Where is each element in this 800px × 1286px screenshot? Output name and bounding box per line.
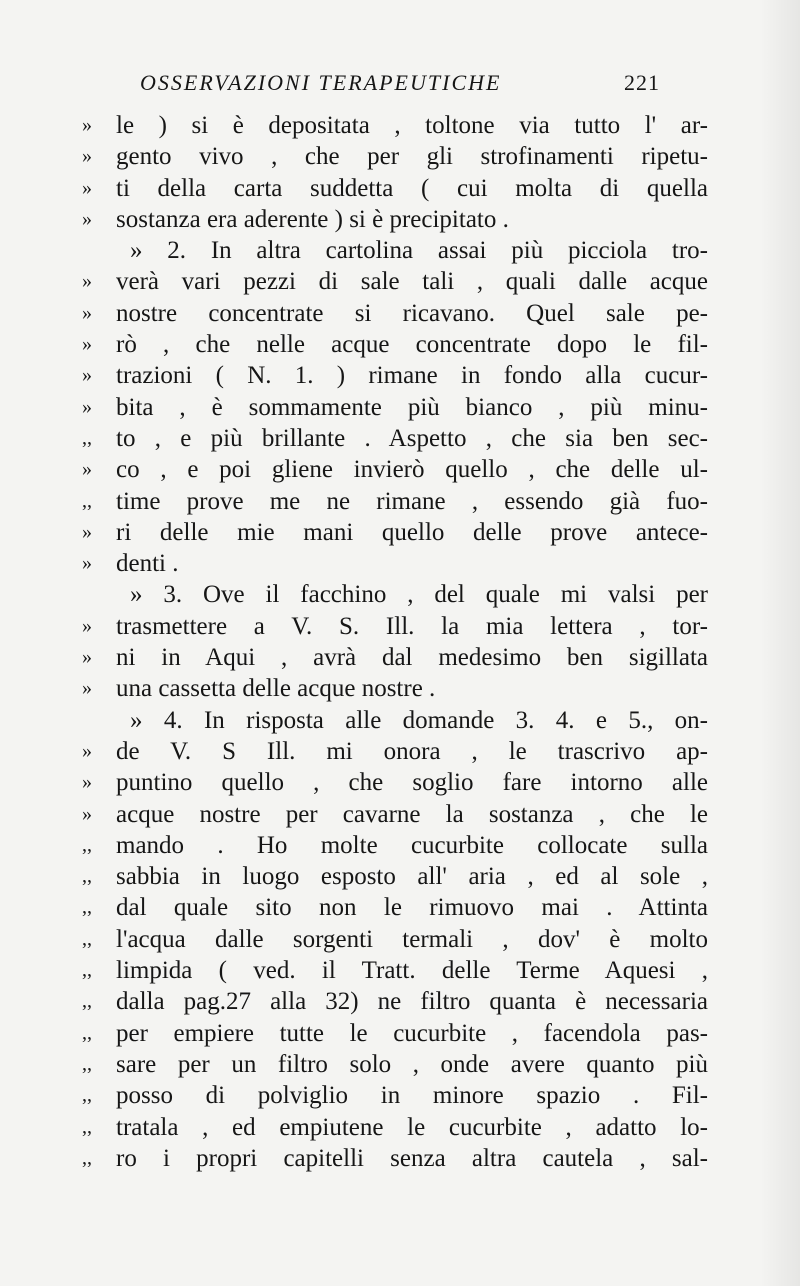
quote-mark: » [82,333,92,356]
text-line [82,767,712,798]
line-text: mando . Ho molte cucurbite collocate sulla [116,831,708,859]
line-text: limpida ( ved. il Tratt. delle Terme Aquesi , [116,957,708,985]
quote-mark: ,, [82,489,92,512]
text-line [82,110,712,141]
quote-mark: » [82,207,92,230]
quote-mark: ,, [82,426,92,449]
line-text: una cassetta delle acque nostre . [116,675,436,703]
quote-mark: » [82,552,92,575]
quote-mark: ,, [82,927,92,950]
page-number: 221 [624,70,660,95]
line-text: » 4. In risposta alle domande 3. 4. e 5., on- [130,706,708,734]
text-line [82,141,712,172]
quote-mark: » [82,176,92,199]
text-line [82,736,712,767]
line-text: sostanza era aderente ) si è precipitato . [116,205,509,233]
text-line [82,486,712,517]
line-text: verà vari pezzi di sale tali , quali dalle acque [116,268,708,296]
quote-mark: ,, [82,896,92,919]
page-body-text [82,110,712,1174]
text-line [82,548,712,579]
text-line [82,392,712,423]
running-title: OSSERVAZIONI TERAPEUTICHE [140,70,502,95]
line-text: nostre concentrate si ricavano. Quel sale pe- [116,299,708,327]
text-line [82,579,712,610]
line-text: sabbia in luogo esposto all' aria , ed al sole , [116,863,708,891]
line-text: puntino quello , che soglio fare intorno alle [116,769,708,797]
line-text: ro i propri capitelli senza altra cautela , sal- [116,1144,708,1172]
line-text: rò , che nelle acque concentrate dopo le fil- [116,331,708,359]
line-text: ni in Aqui , avrà dal medesimo ben sigillata [116,644,708,672]
text-line [82,360,712,391]
line-text: acque nostre per cavarne la sostanza , che le [116,800,708,828]
text-line [82,1018,712,1049]
quote-mark: ,, [82,1084,92,1107]
line-text: time prove me ne rimane , essendo già fuo- [116,487,708,515]
text-line [82,454,712,485]
quote-mark: » [82,771,92,794]
quote-mark: » [82,739,92,762]
quote-mark: ,, [82,1146,92,1169]
text-line [82,173,712,204]
quote-mark: ,, [82,1021,92,1044]
quote-mark: » [82,364,92,387]
line-text: dal quale sito non le rimuovo mai . Attinta [116,894,708,922]
line-text: » 2. In altra cartolina assai più picciola tro- [130,237,708,265]
line-text: ri delle mie mani quello delle prove antece- [116,518,708,546]
line-text: tratala , ed empiutene le cucurbite , adatto lo- [116,1113,708,1141]
quote-mark: ,, [82,1115,92,1138]
text-line [82,266,712,297]
text-line [82,924,712,955]
page-edge-shadow [760,0,800,1286]
quote-mark: ,, [82,865,92,888]
quote-mark: » [82,802,92,825]
quote-mark: ,, [82,990,92,1013]
text-line [82,955,712,986]
line-text: le ) si è depositata , toltone via tutto l' ar- [116,112,708,139]
quote-mark: » [82,114,92,136]
line-text: to , e più brillante . Aspetto , che sia ben sec- [116,424,708,452]
text-line [82,673,712,704]
text-line [82,204,712,235]
quote-mark: » [82,614,92,637]
text-line [82,423,712,454]
text-line [82,1080,712,1111]
line-text: per empiere tutte le cucurbite , facendola pas- [116,1019,708,1047]
text-line [82,986,712,1017]
line-text: dalla pag.27 alla 32) ne filtro quanta è necessaria [116,988,708,1016]
line-text: gento vivo , che per gli strofinamenti ripetu- [116,143,708,171]
text-line [82,329,712,360]
quote-mark: ,, [82,833,92,856]
running-header [140,70,660,102]
line-text: co , e poi gliene invierò quello , che delle ul- [116,456,708,484]
text-line [82,611,712,642]
text-line [82,298,712,329]
line-text: trasmettere a V. S. Ill. la mia lettera , tor- [116,612,708,640]
text-line [82,861,712,892]
text-line [82,892,712,923]
quote-mark: » [82,458,92,481]
line-text: posso di polviglio in minore spazio . Fil- [116,1082,708,1110]
text-line [82,235,712,266]
quote-mark: » [82,395,92,418]
quote-mark: » [82,520,92,543]
line-text: sare per un filtro solo , onde avere quanto più [116,1050,708,1078]
quote-mark: » [82,677,92,700]
text-line [82,517,712,548]
line-text: » 3. Ove il facchino , del quale mi valsi per [130,581,708,609]
text-line [82,1143,712,1174]
quote-mark: » [82,145,92,168]
quote-mark: ,, [82,959,92,982]
line-text: denti . [116,550,179,578]
line-text: l'acqua dalle sorgenti termali , dov' è molto [116,925,708,953]
quote-mark: » [82,301,92,324]
text-line [82,642,712,673]
quote-mark: » [82,646,92,669]
text-line [82,799,712,830]
quote-mark: » [82,270,92,293]
line-text: ti della carta suddetta ( cui molta di quella [116,174,708,202]
line-text: trazioni ( N. 1. ) rimane in fondo alla cucur- [116,362,708,390]
quote-mark: ,, [82,1052,92,1075]
text-line [82,1112,712,1143]
line-text: de V. S Ill. mi onora , le trascrivo ap- [116,737,708,765]
text-line [82,830,712,861]
text-line [82,1049,712,1080]
line-text: bita , è sommamente più bianco , più minu- [116,393,708,421]
text-line [82,705,712,736]
